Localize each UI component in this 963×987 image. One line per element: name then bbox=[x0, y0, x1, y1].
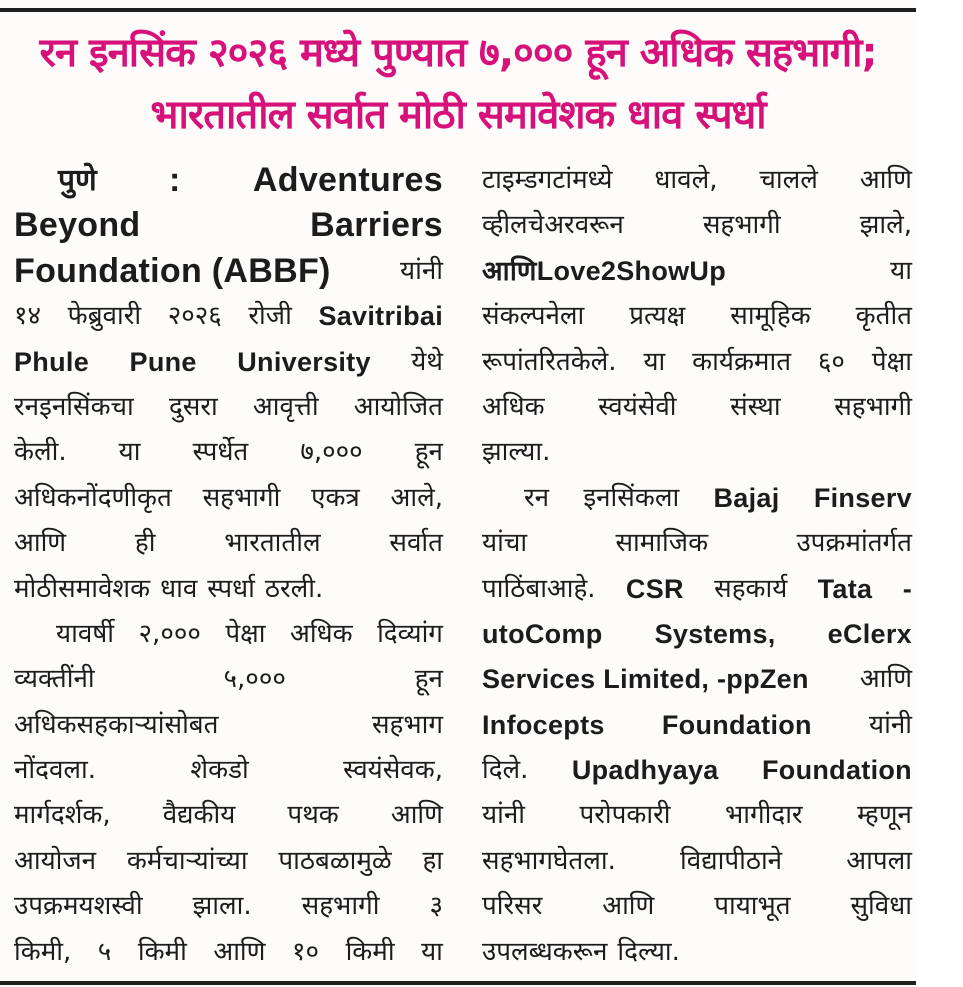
sponsor-name: Bajaj bbox=[713, 482, 780, 513]
text-word: १४ bbox=[14, 301, 42, 332]
sponsor-name: Tata bbox=[817, 573, 873, 604]
text-line bbox=[482, 884, 912, 929]
text-word: Barriers bbox=[310, 206, 443, 245]
text-word: स्वयंसेवी bbox=[598, 391, 677, 422]
text-word: म्हणून bbox=[857, 800, 912, 831]
text-line bbox=[482, 340, 912, 385]
text-word: हून bbox=[414, 437, 443, 468]
text-word: उपक्रमांतर्गत bbox=[796, 528, 912, 559]
text-word: किमी bbox=[137, 936, 187, 967]
text-word: आणि bbox=[859, 664, 912, 695]
text-word: शेकडो bbox=[190, 755, 249, 786]
text-word: दिले. bbox=[482, 755, 529, 786]
text-word: रोजी bbox=[248, 301, 292, 332]
headline-line-1: रन इनसिंक २०२६ मध्ये पुण्यात ७,००० हून अधिक सहभागी; bbox=[39, 30, 877, 76]
text-word: हून bbox=[414, 664, 443, 695]
text-line bbox=[482, 703, 912, 748]
text-word: दिव्यांग bbox=[377, 618, 443, 649]
text-line bbox=[482, 521, 912, 566]
text-word: आयोजित bbox=[353, 391, 443, 422]
text-line bbox=[14, 521, 443, 566]
text-line bbox=[482, 839, 912, 884]
text-line bbox=[482, 158, 912, 203]
text-word: आणि bbox=[14, 528, 67, 559]
text-word: ३ bbox=[429, 891, 443, 922]
text-word: रूपांतरितकेले. bbox=[482, 346, 617, 377]
text-word: सुविधा bbox=[850, 891, 912, 922]
text-word: Savitribai bbox=[318, 301, 443, 332]
sponsor-name: utoComp bbox=[482, 618, 603, 649]
text-line bbox=[14, 203, 443, 248]
text-word: सहकार्य bbox=[714, 573, 788, 604]
text-line bbox=[14, 839, 443, 884]
text-word: चालले bbox=[759, 165, 818, 195]
text-word: १० bbox=[292, 936, 320, 967]
text-word: धावले, bbox=[654, 165, 718, 195]
text-word: झाल्या. bbox=[482, 437, 551, 468]
text-word: किमी, bbox=[14, 936, 72, 967]
text-word: यांनी bbox=[482, 800, 525, 831]
text-word: पाठिंबाआहे. bbox=[482, 573, 596, 604]
text-word: सामूहिक bbox=[730, 301, 811, 332]
text-word: नोंदवला. bbox=[14, 755, 97, 786]
text-line bbox=[14, 249, 443, 294]
text-line bbox=[14, 476, 443, 521]
text-word: यांचा bbox=[482, 528, 528, 559]
text-word: ७,००० bbox=[300, 437, 363, 468]
text-word: सहभागी bbox=[301, 891, 380, 922]
sponsor-name: Infocepts bbox=[482, 709, 605, 740]
text-line bbox=[14, 567, 443, 612]
text-word: रनइनसिंकचा bbox=[14, 391, 134, 422]
text-word: एकत्र bbox=[311, 482, 360, 513]
text-word: संकल्पनेला bbox=[482, 301, 585, 332]
text-line bbox=[482, 203, 912, 248]
campaign-name: आणिLove2ShowUp bbox=[482, 255, 727, 286]
text-line bbox=[14, 612, 443, 657]
text-line bbox=[14, 930, 443, 975]
text-word: Beyond bbox=[14, 206, 141, 245]
text-word: २,००० bbox=[138, 618, 201, 649]
text-word: व्हीलचेअरवरून bbox=[482, 210, 624, 241]
sponsor-name: Upadhyaya bbox=[571, 755, 719, 786]
text-word: टाइम्डगटांमध्ये bbox=[482, 165, 613, 195]
sponsor-name: Foundation bbox=[661, 709, 812, 740]
text-line bbox=[14, 294, 443, 339]
text-word: CSR bbox=[625, 573, 684, 604]
text-line bbox=[482, 249, 912, 294]
text-word: उपलब्धकरून bbox=[482, 936, 608, 967]
text-word: किमी bbox=[345, 936, 395, 967]
text-word: भागीदार bbox=[725, 800, 803, 831]
text-word: धाव bbox=[160, 573, 198, 604]
text-word: Adventures bbox=[252, 161, 443, 199]
text-word: ठरली. bbox=[264, 573, 324, 604]
text-line bbox=[482, 430, 912, 475]
bottom-rule-divider bbox=[0, 981, 916, 985]
text-word: हा bbox=[422, 845, 443, 876]
text-word: येथे bbox=[411, 346, 443, 377]
text-word: अधिक bbox=[482, 391, 545, 422]
text-word: स्पर्धेत bbox=[192, 437, 249, 468]
sponsor-name: Systems, bbox=[654, 618, 776, 649]
text-line bbox=[482, 567, 912, 612]
text-word: या bbox=[890, 255, 912, 286]
text-word: आणि bbox=[602, 891, 655, 922]
text-word: Phule bbox=[14, 346, 90, 377]
text-word: सहभागी bbox=[202, 482, 281, 513]
text-word: यांनी bbox=[400, 255, 443, 286]
text-word: झाले, bbox=[859, 210, 912, 241]
text-word: केली. bbox=[14, 437, 67, 468]
text-line bbox=[14, 657, 443, 702]
text-line bbox=[14, 884, 443, 929]
text-word: स्वयंसेवक, bbox=[343, 755, 443, 786]
text-word: सहभागी bbox=[702, 210, 781, 241]
text-word: फेब्रुवारी bbox=[67, 301, 142, 332]
text-word: कर्मचाऱ्यांच्या bbox=[126, 845, 248, 876]
text-word: पेक्षा bbox=[225, 618, 266, 649]
text-word: पथक bbox=[287, 800, 339, 831]
text-word: विद्यापीठाने bbox=[680, 845, 783, 876]
text-word: अधिक bbox=[290, 618, 353, 649]
text-word: दिल्या. bbox=[617, 936, 680, 967]
text-word: २०२६ bbox=[167, 301, 222, 332]
text-word: सामाजिक bbox=[615, 528, 709, 559]
headline-line-2: भारतातील सर्वात मोठी समावेशक धाव स्पर्धा bbox=[150, 92, 766, 138]
sponsor-name: Foundation bbox=[762, 755, 912, 786]
text-word: भारतातील bbox=[224, 528, 321, 559]
text-word: आणि bbox=[213, 936, 266, 967]
text-word: आपला bbox=[846, 845, 912, 876]
text-word: अधिकनोंदणीकृत bbox=[14, 482, 172, 513]
text-line bbox=[482, 294, 912, 339]
text-word: यावर्षी bbox=[56, 618, 115, 649]
text-word: या bbox=[421, 936, 443, 967]
text-word: कार्यक्रमात bbox=[692, 346, 792, 377]
text-word: परिसर bbox=[482, 891, 543, 922]
text-word: Pune bbox=[129, 346, 197, 377]
text-line bbox=[14, 703, 443, 748]
text-line bbox=[14, 430, 443, 475]
text-word: परोपकारी bbox=[579, 800, 671, 831]
article-column-right bbox=[482, 158, 912, 975]
text-word: आयोजन bbox=[14, 845, 97, 876]
text-line bbox=[482, 476, 912, 521]
text-line bbox=[482, 793, 912, 838]
text-line bbox=[14, 340, 443, 385]
organization-name: Foundation (ABBF) bbox=[14, 251, 331, 290]
text-word: व्यक्तींनी bbox=[14, 664, 95, 695]
text-word: मार्गदर्शक, bbox=[14, 800, 111, 831]
article-column-left bbox=[14, 158, 443, 975]
text-word: कृतीत bbox=[855, 301, 912, 332]
text-line bbox=[482, 930, 912, 975]
text-line bbox=[482, 612, 912, 657]
text-word: प्रत्यक्ष bbox=[629, 301, 686, 332]
text-word: मोठीसमावेशक bbox=[14, 573, 151, 604]
text-line bbox=[14, 385, 443, 430]
text-word: रन bbox=[524, 482, 550, 513]
text-word: - bbox=[902, 573, 912, 604]
dateline-city: पुणे bbox=[58, 163, 97, 198]
text-line bbox=[482, 385, 912, 430]
text-word: University bbox=[237, 346, 371, 377]
text-word: संस्था bbox=[730, 391, 781, 422]
text-word: पाठबळामुळे bbox=[278, 845, 392, 876]
text-word: स्पर्धा bbox=[207, 573, 255, 604]
text-word: पेक्षा bbox=[871, 346, 912, 377]
text-word: आले, bbox=[390, 482, 443, 513]
text-word: ही bbox=[134, 528, 156, 559]
text-word: सहभागघेतला. bbox=[482, 845, 616, 876]
text-word: सहभागी bbox=[834, 391, 912, 422]
text-word: अधिकसहकाऱ्यांसोबत bbox=[14, 709, 219, 740]
top-rule-divider bbox=[0, 8, 916, 12]
text-word: पायाभूत bbox=[714, 891, 791, 922]
sponsor-name: Finserv bbox=[813, 482, 912, 513]
text-word: ५ bbox=[97, 936, 112, 967]
sponsor-name: eClerx bbox=[827, 618, 912, 649]
text-line bbox=[14, 748, 443, 793]
text-word: दुसरा bbox=[168, 391, 218, 422]
text-line bbox=[14, 158, 443, 203]
dateline-separator: : bbox=[169, 161, 181, 199]
text-word: या bbox=[118, 437, 141, 468]
text-word: आवृत्ती bbox=[252, 391, 319, 422]
text-word: इनसिंकला bbox=[583, 482, 680, 513]
text-word: या bbox=[643, 346, 666, 377]
text-word: यांनी bbox=[869, 709, 912, 740]
text-line bbox=[482, 657, 912, 702]
text-word: सर्वात bbox=[389, 528, 443, 559]
text-word: वैद्यकीय bbox=[162, 800, 236, 831]
text-line bbox=[14, 793, 443, 838]
text-word: झाला. bbox=[192, 891, 252, 922]
text-word: ६० bbox=[817, 346, 845, 377]
text-word: उपक्रमयशस्वी bbox=[14, 891, 143, 922]
text-word: आणि bbox=[390, 800, 443, 831]
text-line bbox=[482, 748, 912, 793]
sponsor-name: Services Limited, -ppZen bbox=[482, 664, 809, 695]
text-word: सहभाग bbox=[371, 709, 443, 740]
text-word: आणि bbox=[859, 165, 912, 195]
text-word: ५,००० bbox=[223, 664, 286, 695]
